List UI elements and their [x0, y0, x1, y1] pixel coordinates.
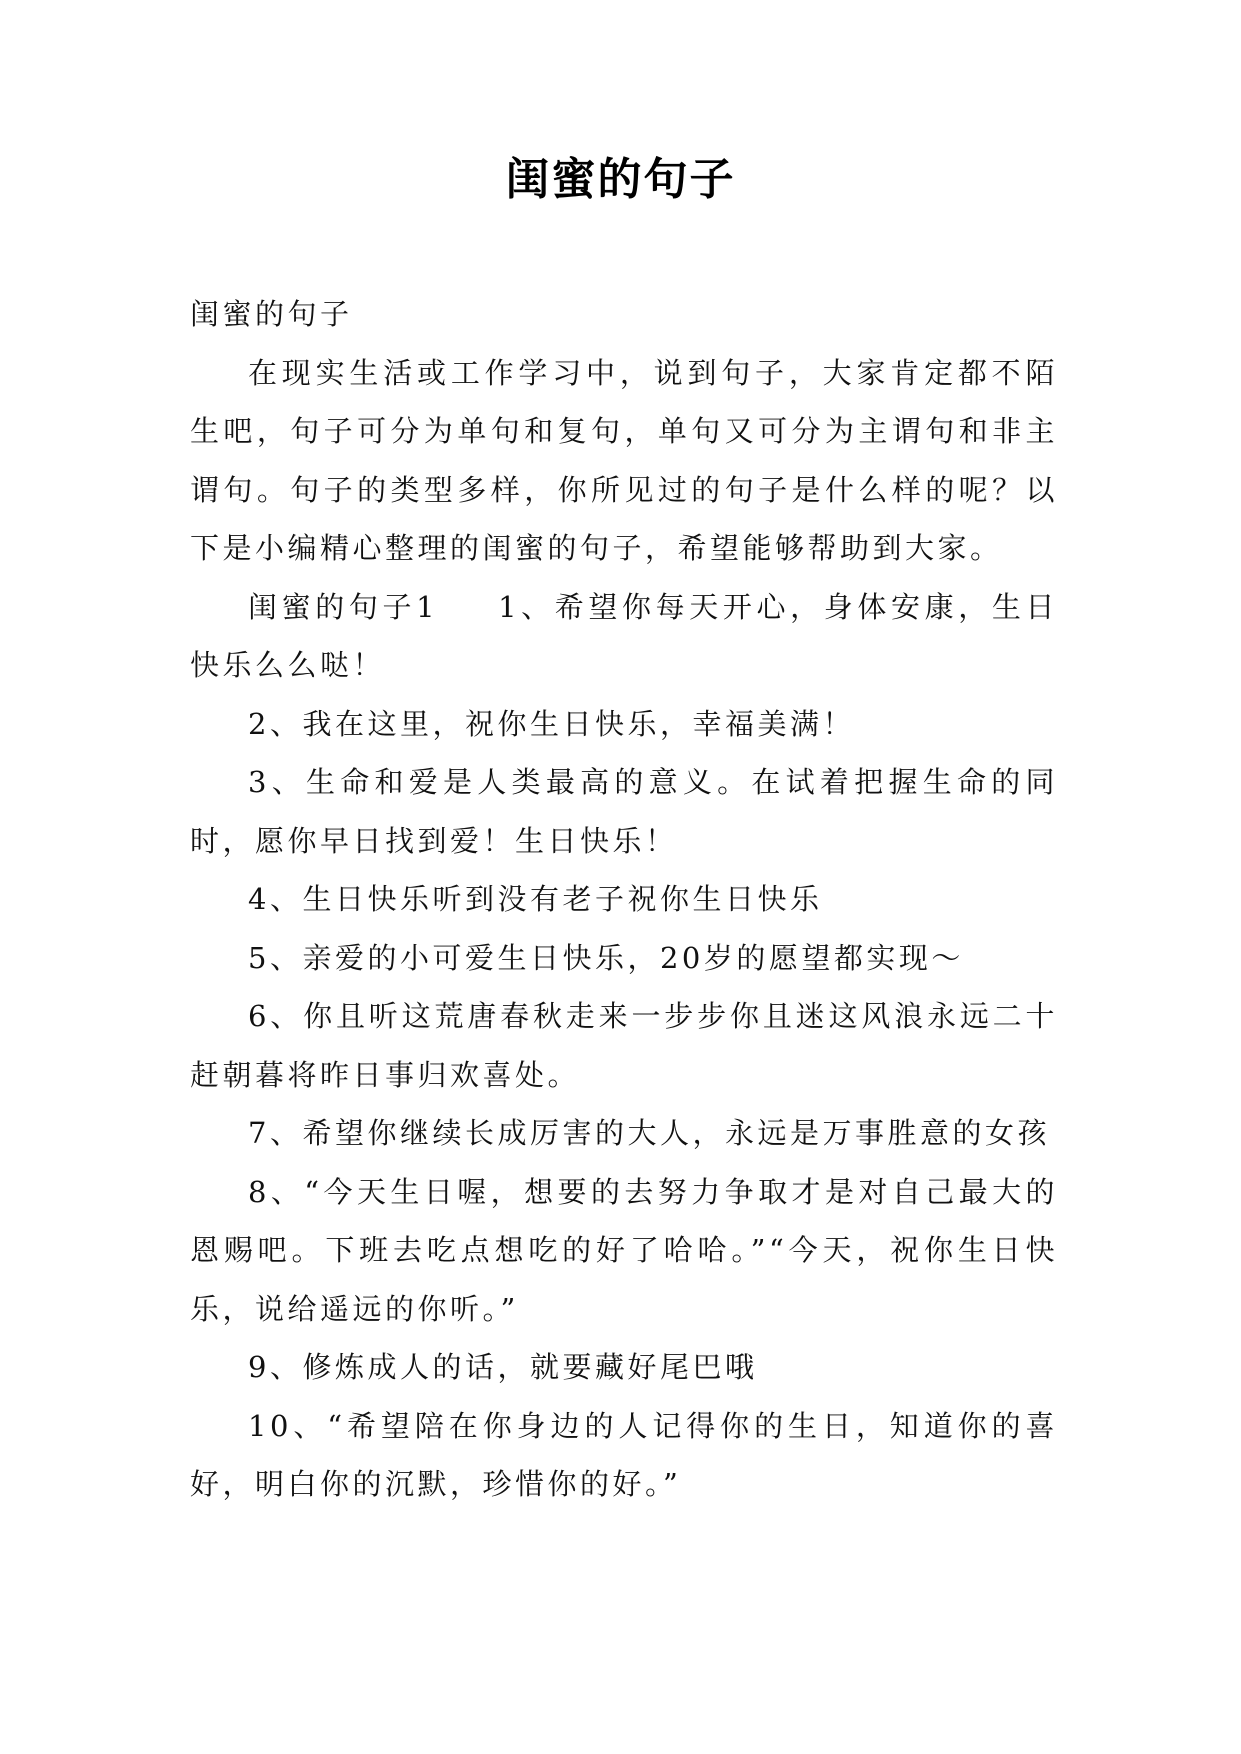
document-title: 闺蜜的句子 — [505, 154, 736, 205]
section-heading: 闺蜜的句子1 — [248, 589, 439, 624]
list-item: 3、生命和爱是人类最高的意义。在试着把握生命的同时，愿你早日找到爱！生日快乐！ — [190, 765, 1058, 858]
list-item: 9、修炼成人的话，就要藏好尾巴哦 — [248, 1350, 758, 1384]
list-item: 4、生日快乐听到没有老子祝你生日快乐 — [248, 882, 823, 916]
document-body — [190, 285, 1058, 1514]
list-item: 8、“今天生日喔，想要的去努力争取才是对自己最大的恩赐吧。下班去吃点想吃的好了哈哈。”“今天，祝你生日快乐，说给遥远的你听。” — [190, 1174, 1058, 1326]
list-item: 10、“希望陪在你身边的人记得你的生日，知道你的喜好，明白你的沉默，珍惜你的好。” — [190, 1408, 1058, 1501]
subtitle: 闺蜜的句子 — [190, 297, 353, 331]
list-item: 1、希望你每天开心，身体安康，生日快乐么么哒！ — [190, 589, 1059, 682]
list-item: 2、我在这里，祝你生日快乐，幸福美满！ — [248, 706, 855, 741]
list-item: 7、希望你继续长成厉害的大人，永远是万事胜意的女孩 — [248, 1116, 1050, 1150]
list-item: 5、亲爱的小可爱生日快乐，20岁的愿望都实现～ — [248, 940, 964, 975]
list-item: 6、你且听这荒唐春秋走来一步步你且迷这风浪永远二十赶朝暮将昨日事归欢喜处。 — [190, 999, 1058, 1092]
section-paragraph-1 — [190, 578, 1058, 695]
intro-paragraph: 在现实生活或工作学习中，说到句子，大家肯定都不陌生吧，句子可分为单句和复句，单句又可分为主谓句和非主谓句。句子的类型多样，你所见过的句子是什么样的呢？以下是小编精心整理的闺蜜的句子，希望能够帮助到大家。 — [190, 355, 1058, 565]
